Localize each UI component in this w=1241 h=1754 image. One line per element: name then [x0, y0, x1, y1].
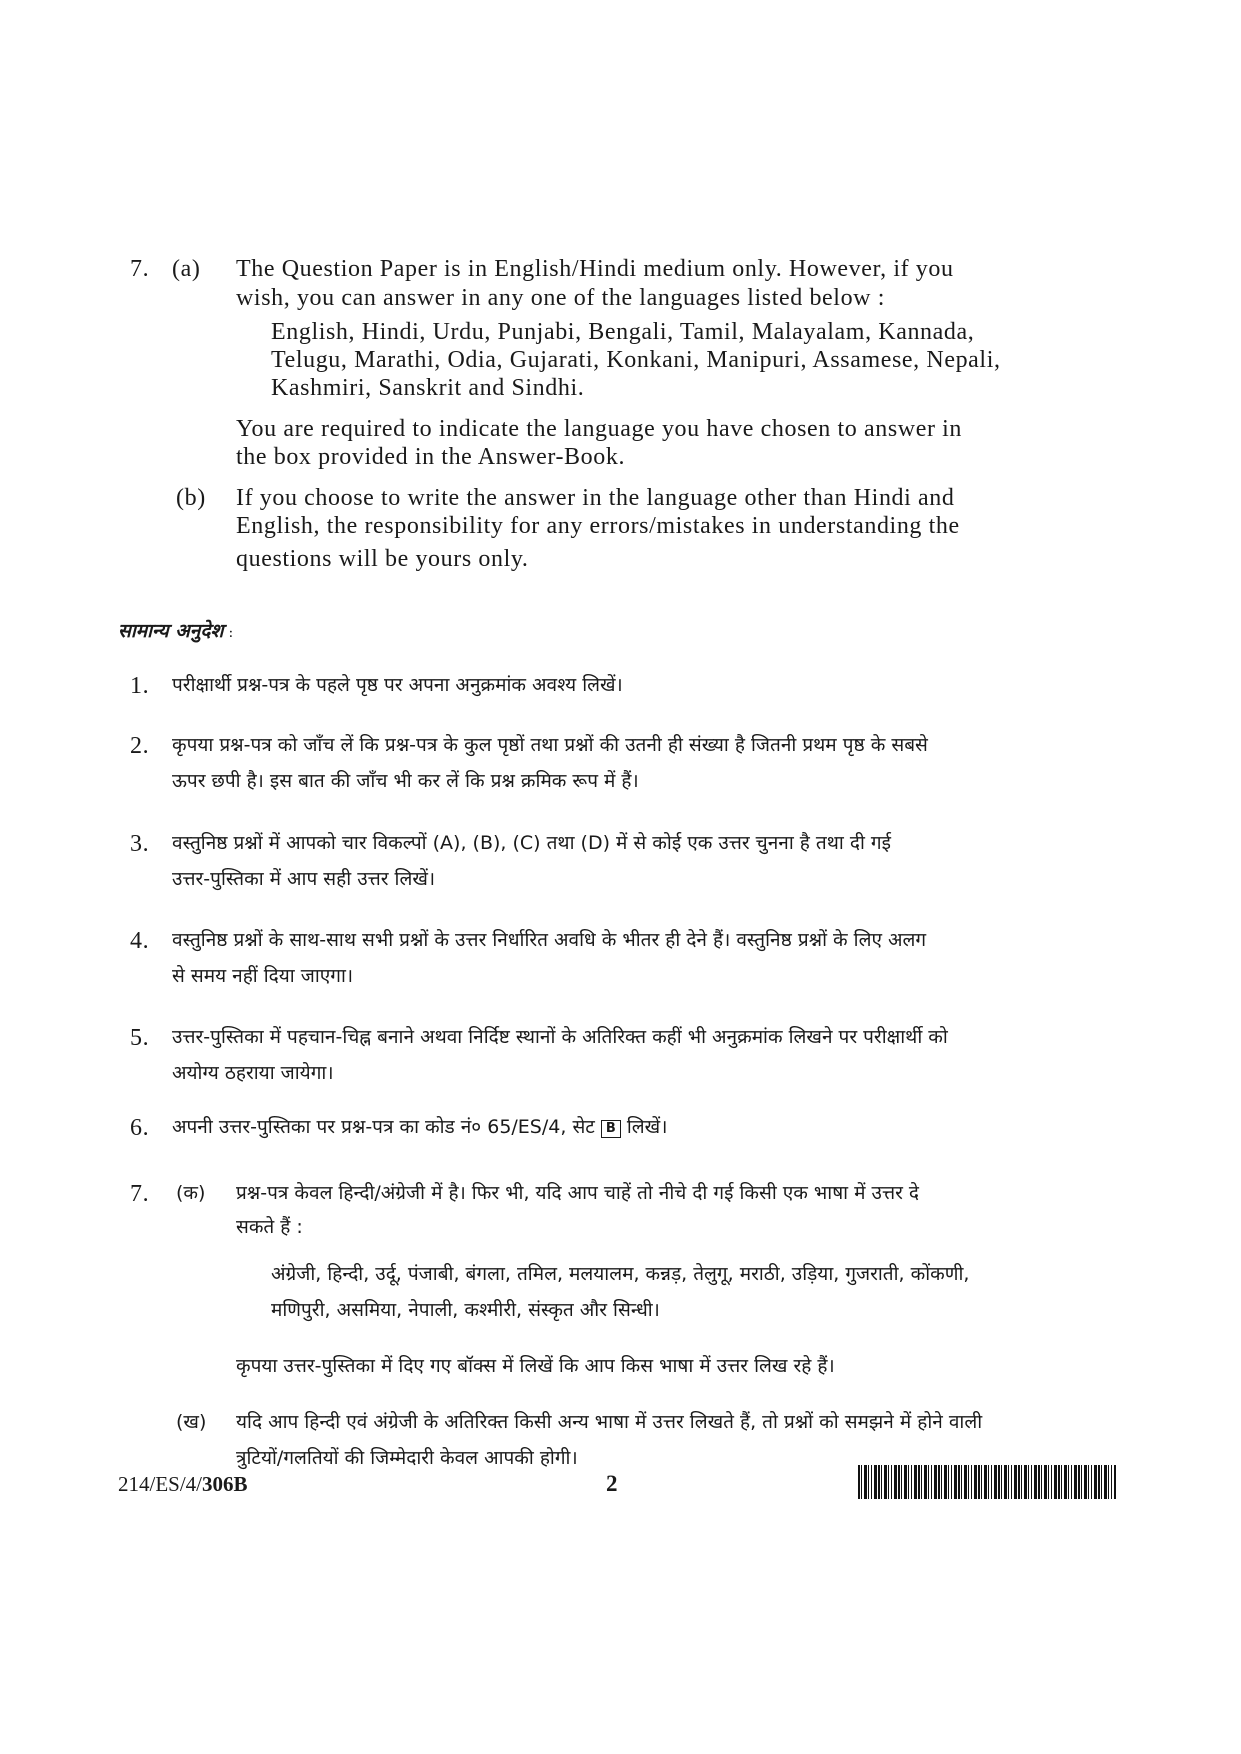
sub-label: (ख)	[176, 1411, 207, 1433]
language-list-line: English, Hindi, Urdu, Punjabi, Bengali, Tamil, Malayalam, Kannada,	[271, 319, 975, 345]
paragraph-line: You are required to indicate the language you have chosen to answer in	[236, 416, 963, 442]
paragraph-line: उत्तर-पुस्तिका में पहचान-चिह्न बनाने अथवा निर्दिष्ट स्थानों के अतिरिक्त कहीं भी अनुक्रमांक लिखने पर परीक्षार्थी को	[172, 1026, 948, 1048]
item-number: 1.	[130, 673, 150, 699]
heading-colon: :	[228, 625, 234, 641]
paragraph-line: सकते हैं :	[236, 1216, 303, 1238]
item6-text: अपनी उत्तर-पुस्तिका पर प्रश्न-पत्र का कोड नं० 65/ES/4, सेट	[172, 1116, 595, 1138]
paragraph-line: English, the responsibility for any errors/mistakes in understanding the	[236, 513, 960, 539]
item-number: 7.	[130, 1181, 150, 1207]
language-list-line: Kashmiri, Sanskrit and Sindhi.	[271, 375, 585, 401]
item-number: 2.	[130, 733, 150, 759]
item-number: 7.	[130, 256, 150, 282]
paragraph-line: त्रुटियों/गलतियों की जिम्मेदारी केवल आपकी होगी।	[236, 1447, 578, 1469]
language-list-line: मणिपुरी, असमिया, नेपाली, कश्मीरी, संस्कृत और सिन्धी।	[271, 1299, 660, 1321]
sub-label: (b)	[176, 485, 206, 511]
paragraph-line: the box provided in the Answer-Book.	[236, 444, 626, 470]
item6-text-end: लिखें।	[626, 1116, 668, 1138]
paragraph-line: wish, you can answer in any one of the languages listed below :	[236, 285, 885, 311]
item-number: 3.	[130, 831, 150, 857]
paragraph-line: ऊपर छपी है। इस बात की जाँच भी कर लें कि प्रश्न क्रमिक रूप में हैं।	[172, 770, 639, 792]
paragraph-line: वस्तुनिष्ठ प्रश्नों में आपको चार विकल्पों (A), (B), (C) तथा (D) में से कोई एक उत्तर चुनना है तथा दी गई	[172, 832, 891, 854]
language-list-line: अंग्रेजी, हिन्दी, उर्दू, पंजाबी, बंगला, तमिल, मलयालम, कन्नड़, तेलुगू, मराठी, उड़िया, गुजराती, कोंकणी,	[271, 1263, 970, 1285]
sub-label: (a)	[172, 256, 201, 282]
paragraph-line: कृपया प्रश्न-पत्र को जाँच लें कि प्रश्न-पत्र के कुल पृष्ठों तथा प्रश्नों की उतनी ही संख्या है जितनी प्रथम पृष्ठ के सबसे	[172, 734, 928, 756]
sub-label: (क)	[176, 1182, 206, 1204]
paragraph-line: कृपया उत्तर-पुस्तिका में दिए गए बॉक्स में लिखें कि आप किस भाषा में उत्तर लिख रहे हैं।	[236, 1355, 835, 1377]
paragraph-line	[172, 1109, 1116, 1145]
paragraph-line: If you choose to write the answer in the language other than Hindi and	[236, 485, 955, 511]
item-number: 4.	[130, 928, 150, 954]
paper-code-bold: 306B	[202, 1472, 248, 1496]
paragraph-line: उत्तर-पुस्तिका में आप सही उत्तर लिखें।	[172, 868, 436, 890]
heading-text: सामान्य अनुदेश	[118, 620, 224, 642]
paragraph-line: से समय नहीं दिया जाएगा।	[172, 965, 354, 987]
paragraph-line: questions will be yours only.	[236, 546, 529, 572]
page-number: 2	[606, 1471, 618, 1496]
item-number: 6.	[130, 1115, 150, 1141]
paragraph-line: अयोग्य ठहराया जायेगा।	[172, 1062, 334, 1084]
paragraph-line: यदि आप हिन्दी एवं अंग्रेजी के अतिरिक्त किसी अन्य भाषा में उत्तर लिखते हैं, तो प्रश्नों को समझने में होने वाली	[236, 1411, 983, 1433]
paragraph-line: The Question Paper is in English/Hindi medium only. However, if you	[236, 256, 954, 282]
paper-code	[118, 1472, 248, 1497]
paragraph-line: प्रश्न-पत्र केवल हिन्दी/अंग्रेजी में है। फिर भी, यदि आप चाहें तो नीचे दी गई किसी एक भाषा में उत्तर दे	[236, 1182, 919, 1204]
item-number: 5.	[130, 1025, 150, 1051]
paper-code-prefix: 214/ES/4/	[118, 1472, 203, 1496]
barcode	[858, 1465, 1116, 1499]
language-list-line: Telugu, Marathi, Odia, Gujarati, Konkani, Manipuri, Assamese, Nepali,	[271, 347, 1001, 373]
paragraph-line: परीक्षार्थी प्रश्न-पत्र के पहले पृष्ठ पर अपना अनुक्रमांक अवश्य लिखें।	[172, 674, 623, 696]
paragraph-line: वस्तुनिष्ठ प्रश्नों के साथ-साथ सभी प्रश्नों के उत्तर निर्धारित अवधि के भीतर ही देने हैं। वस्तुनिष्ठ प्रश्नों के लिए अलग	[172, 929, 927, 951]
set-code-box: B	[601, 1120, 621, 1138]
section-heading	[118, 617, 233, 643]
